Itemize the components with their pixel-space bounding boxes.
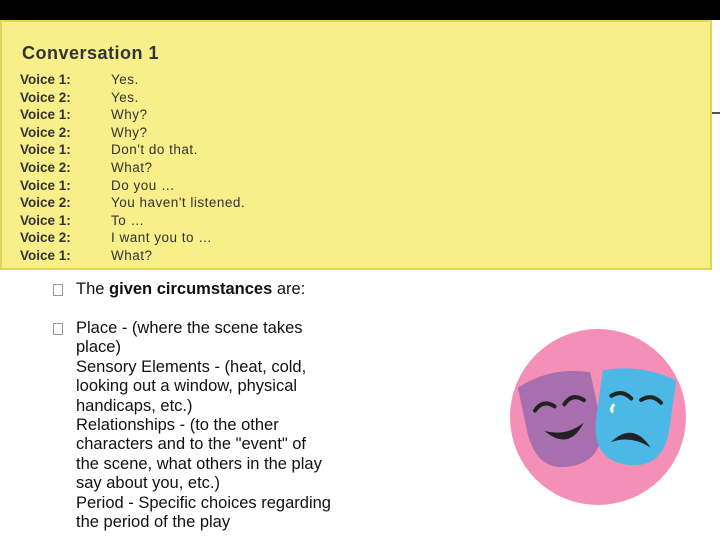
dialogue-text: Do you …	[111, 177, 176, 193]
theater-masks-icon	[508, 327, 688, 507]
circumstances-line: place)	[76, 338, 121, 357]
circumstances-line: handicaps, etc.)	[76, 396, 193, 415]
dialogue-text: To …	[111, 212, 145, 228]
circumstances-line: looking out a window, physical	[76, 377, 298, 396]
dialogue-text: What?	[111, 160, 153, 175]
circumstances-line: the scene, what others in the play	[76, 454, 322, 473]
bullet1-prefix: The	[76, 280, 110, 298]
voice-label: Voice 1:	[20, 248, 71, 263]
voice-label: Voice 1:	[20, 142, 71, 158]
voice-label: Voice 1:	[20, 177, 71, 193]
bullet1-bold: given circumstances	[109, 280, 273, 298]
conversation-title: Conversation 1	[22, 43, 160, 63]
voice-label: Voice 2:	[20, 160, 71, 175]
voice-label: Voice 2:	[20, 124, 71, 140]
given-circumstances-line	[76, 280, 305, 299]
voice-label: Voice 2:	[20, 89, 71, 105]
dialogue-text: Why?	[111, 107, 148, 123]
circumstances-line: the period of the play	[76, 513, 231, 532]
circumstances-line: Sensory Elements - (heat, cold,	[76, 357, 307, 376]
dialogue-text: What?	[111, 248, 153, 263]
circumstances-list	[76, 319, 376, 532]
voice-label: Voice 2:	[20, 195, 71, 211]
voice-label: Voice 1:	[20, 107, 71, 123]
dialogue-text: You haven't listened.	[111, 195, 246, 211]
circumstances-line: Period - Specific choices regarding	[76, 493, 331, 512]
voice-label: Voice 1:	[20, 72, 71, 87]
dialogue-text: Yes.	[111, 89, 139, 105]
dialogue-text: Yes.	[111, 72, 139, 87]
bullet-icon	[53, 323, 63, 335]
voice-label: Voice 2:	[20, 230, 71, 246]
circumstances-line: say about you, etc.)	[76, 474, 220, 493]
dialogue-text: Why?	[111, 124, 148, 140]
circumstances-line: Place - (where the scene takes	[76, 319, 303, 337]
top-black-bar	[0, 0, 720, 20]
dialogue-text: Don't do that.	[111, 142, 198, 158]
circumstances-line: Relationships - (to the other	[76, 416, 279, 435]
circumstances-line: characters and to the "event" of	[76, 435, 307, 454]
bullet-icon	[53, 284, 63, 296]
voice-label: Voice 1:	[20, 212, 71, 228]
conversation-panel	[0, 20, 712, 270]
bullet1-suffix: are:	[272, 280, 306, 298]
dialogue-text: I want you to …	[111, 230, 213, 246]
